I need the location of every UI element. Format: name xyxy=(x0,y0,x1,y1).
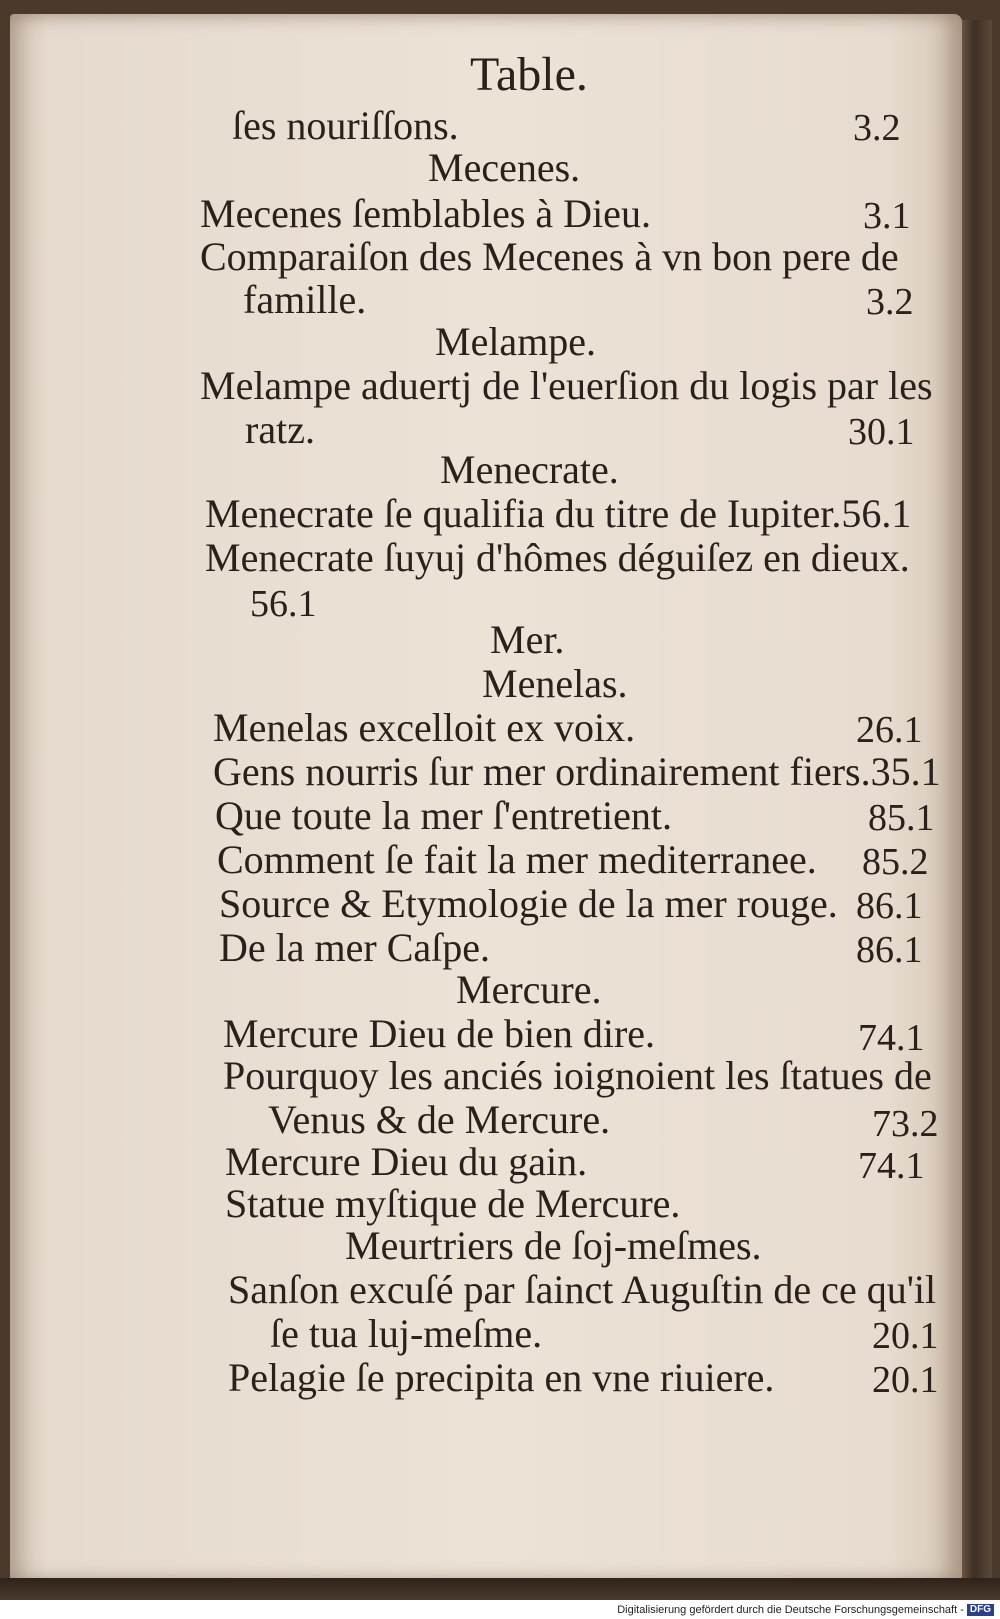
entry-page: 20.1 xyxy=(872,1315,939,1357)
entry-text: Menelas excelloit ex voix. xyxy=(213,705,636,750)
entry-text: Sanſon excuſé par ſainct Auguſtin de ce qu'il xyxy=(228,1267,937,1312)
entry-text: Melampe aduertj de l'euerſion du logis par les xyxy=(200,363,933,408)
section-heading: Menecrate. xyxy=(440,447,619,492)
entry-text: Que toute la mer ſ'entretient. xyxy=(215,793,673,838)
entry-page: 30.1 xyxy=(848,411,915,453)
entry-text: ratz. xyxy=(245,407,315,452)
entry-text: Gens nourris ſur mer ordinairement fiers.35.1 xyxy=(213,749,941,794)
entry-text: Statue myſtique de Mercure. xyxy=(225,1181,681,1226)
entry-page: 85.2 xyxy=(862,841,929,883)
page-title: Table. xyxy=(470,48,588,101)
credit-text: Digitalisierung gefördert durch die Deutsche Forschungsgemeinschaft - xyxy=(617,1604,964,1616)
entry-text: Menecrate ſe qualifia du titre de Iupiter.56.1 xyxy=(205,491,912,536)
section-heading: Menelas. xyxy=(482,661,628,706)
entry-text: ſes nouriſſons. xyxy=(232,103,459,148)
entry-text: Pelagie ſe precipita en vne riuiere. xyxy=(228,1355,775,1400)
entry-text: Pourquoy les anciés ioignoient les ſtatues de xyxy=(223,1053,932,1098)
entry-page: 20.1 xyxy=(872,1359,939,1401)
entry-page: 3.1 xyxy=(863,195,911,237)
entry-text: Menecrate ſuyuj d'hômes déguiſez en dieux. xyxy=(205,535,910,580)
entry-page: 3.2 xyxy=(853,107,901,149)
entry-page: 3.2 xyxy=(866,281,914,323)
entry-page: 73.2 xyxy=(872,1103,939,1145)
section-heading: Meurtriers de ſoj-meſmes. xyxy=(345,1223,762,1268)
entry-page: 56.1 xyxy=(250,583,317,625)
entry-text: Venus & de Mercure. xyxy=(268,1097,611,1142)
entry-text: Mecenes ſemblables à Dieu. xyxy=(200,191,651,236)
entry-page: 85.1 xyxy=(868,797,935,839)
entry-text: Mercure Dieu du gain. xyxy=(225,1139,588,1184)
entry-text: Mercure Dieu de bien dire. xyxy=(223,1011,656,1056)
entry-page: 74.1 xyxy=(858,1017,925,1059)
section-heading: Mercure. xyxy=(456,967,602,1012)
entry-text: Comment ſe fait la mer mediterranee. xyxy=(217,837,817,882)
entry-page: 74.1 xyxy=(858,1145,925,1187)
entry-page: 86.1 xyxy=(856,929,923,971)
entry-page: 86.1 xyxy=(856,885,923,927)
entry-text: Comparaiſon des Mecenes à vn bon pere de xyxy=(200,234,899,279)
entry-text: De la mer Caſpe. xyxy=(219,925,490,970)
section-heading: Mecenes. xyxy=(428,145,581,190)
digitization-credit xyxy=(600,1603,994,1617)
section-heading: Mer. xyxy=(490,617,565,662)
section-heading: Melampe. xyxy=(435,319,597,364)
dfg-logo: DFG xyxy=(967,1604,994,1616)
entry-text: ſe tua luj-meſme. xyxy=(270,1311,543,1356)
entry-page: 26.1 xyxy=(856,709,923,751)
entry-text: Source & Etymologie de la mer rouge. xyxy=(219,881,838,926)
entry-text: famille. xyxy=(243,277,367,322)
